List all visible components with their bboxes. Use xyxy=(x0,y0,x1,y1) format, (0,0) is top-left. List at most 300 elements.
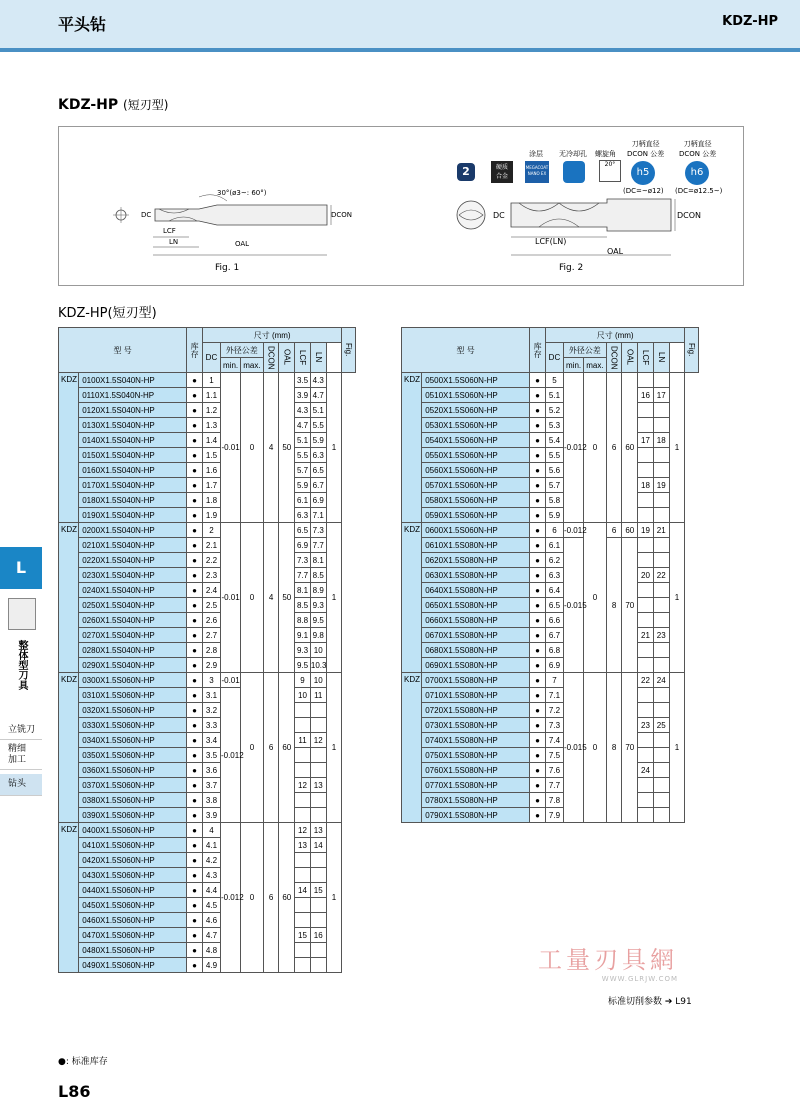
lcf-cell xyxy=(638,658,654,673)
stock-cell: ● xyxy=(187,748,203,763)
table-row xyxy=(59,763,356,778)
h6-note: (DC=ø12.5~) xyxy=(675,187,723,195)
ln-cell: 14 xyxy=(310,838,326,853)
table-row xyxy=(59,658,356,673)
ln-cell: 13 xyxy=(310,823,326,838)
lcf-cell: 6.3 xyxy=(295,508,311,523)
dc-cell: 3.1 xyxy=(202,688,220,703)
dcon-cell: 6 xyxy=(606,523,622,538)
oal-cell: 50 xyxy=(279,373,295,523)
header-oal: OAL xyxy=(622,343,638,373)
table-row xyxy=(402,583,699,598)
ln-cell: 13 xyxy=(310,778,326,793)
cutting-reference-link[interactable]: 标准切削参数 ➔ L91 xyxy=(608,997,692,1007)
ln-cell xyxy=(310,703,326,718)
stock-cell: ● xyxy=(187,688,203,703)
table-row xyxy=(402,403,699,418)
ln-cell xyxy=(653,703,669,718)
dc-cell: 2.4 xyxy=(202,583,220,598)
ln-cell xyxy=(653,403,669,418)
dc-cell: 1.1 xyxy=(202,388,220,403)
table-row xyxy=(59,928,356,943)
lcf-cell xyxy=(295,703,311,718)
stock-cell: ● xyxy=(187,403,203,418)
stock-cell: ● xyxy=(530,778,546,793)
stock-cell: ● xyxy=(187,478,203,493)
table-row xyxy=(59,583,356,598)
model-cell: 0340X1.5S060N-HP xyxy=(79,733,187,748)
model-cell: 0720X1.5S080N-HP xyxy=(422,703,530,718)
table-row xyxy=(59,538,356,553)
fig-cell: 1 xyxy=(326,673,342,823)
table-row xyxy=(59,958,356,973)
fig2-lcf: LCF(LN) xyxy=(535,237,567,246)
ln-cell xyxy=(653,733,669,748)
model-cell: 0690X1.5S080N-HP xyxy=(422,658,530,673)
dc-cell: 6.2 xyxy=(545,553,563,568)
subhead-main: KDZ-HP xyxy=(58,97,119,113)
table-row xyxy=(59,703,356,718)
ln-cell: 10.3 xyxy=(310,658,326,673)
table-row xyxy=(402,793,699,808)
stock-cell: ● xyxy=(530,388,546,403)
header-dcon: DCON xyxy=(263,343,279,373)
header-min: min. xyxy=(220,358,240,373)
model-cell: 0740X1.5S080N-HP xyxy=(422,733,530,748)
model-cell: 0440X1.5S060N-HP xyxy=(79,883,187,898)
sidebar-item-drill[interactable]: 钻头 xyxy=(0,774,42,796)
table-row xyxy=(59,673,356,688)
stock-cell: ● xyxy=(187,523,203,538)
helix-label: 螺旋角 xyxy=(595,150,616,158)
stock-cell: ● xyxy=(530,508,546,523)
dc-cell: 1.3 xyxy=(202,418,220,433)
table-row xyxy=(402,463,699,478)
header-oal: OAL xyxy=(279,343,295,373)
table-row xyxy=(402,418,699,433)
model-cell: 0730X1.5S080N-HP xyxy=(422,718,530,733)
model-cell: 0790X1.5S080N-HP xyxy=(422,808,530,823)
header-ln: LN xyxy=(310,343,326,373)
stock-cell: ● xyxy=(187,568,203,583)
dc-cell: 3.6 xyxy=(202,763,220,778)
solid-tool-icon xyxy=(8,598,36,630)
lcf-cell: 11 xyxy=(295,733,311,748)
dc-cell: 2.2 xyxy=(202,553,220,568)
lcf-cell xyxy=(638,448,654,463)
model-cell: 0550X1.5S060N-HP xyxy=(422,448,530,463)
ln-cell: 9.3 xyxy=(310,598,326,613)
coolant-icon xyxy=(563,161,585,183)
ln-cell xyxy=(310,763,326,778)
lcf-cell xyxy=(295,808,311,823)
table-row xyxy=(59,643,356,658)
header-fig: Fig. xyxy=(685,328,699,373)
table-row xyxy=(59,568,356,583)
ln-cell xyxy=(653,613,669,628)
ln-cell: 10 xyxy=(310,643,326,658)
ln-cell: 15 xyxy=(310,883,326,898)
stock-cell: ● xyxy=(187,763,203,778)
stock-cell: ● xyxy=(187,598,203,613)
sidebar-item-finishing[interactable]: 精细 加工 xyxy=(0,744,42,770)
model-cell: 0710X1.5S080N-HP xyxy=(422,688,530,703)
fig1-dcon: DCON xyxy=(331,211,353,219)
stock-cell: ● xyxy=(187,418,203,433)
stock-cell: ● xyxy=(530,568,546,583)
stock-cell: ● xyxy=(530,463,546,478)
header-model: 型 号 xyxy=(59,328,187,373)
page-header xyxy=(0,0,800,48)
table-row xyxy=(402,433,699,448)
helix-icon: 20° xyxy=(599,160,621,182)
model-cell: 0430X1.5S060N-HP xyxy=(79,868,187,883)
model-cell: 0770X1.5S080N-HP xyxy=(422,778,530,793)
dc-cell: 3.2 xyxy=(202,703,220,718)
lcf-cell xyxy=(295,763,311,778)
lcf-cell: 21 xyxy=(638,628,654,643)
coating-label: 涂层 xyxy=(529,150,543,158)
stock-cell: ● xyxy=(530,373,546,388)
ln-cell: 7.7 xyxy=(310,538,326,553)
model-cell: 0530X1.5S060N-HP xyxy=(422,418,530,433)
spec-table-right xyxy=(401,327,699,823)
model-cell: 0210X1.5S040N-HP xyxy=(79,538,187,553)
dc-cell: 6.3 xyxy=(545,568,563,583)
lcf-cell: 12 xyxy=(295,823,311,838)
header-model: 型 号 xyxy=(402,328,530,373)
page-number: L86 xyxy=(58,1082,91,1101)
flute-count-icon: 2 xyxy=(457,163,475,181)
lcf-cell: 9 xyxy=(295,673,311,688)
dc-cell: 2.8 xyxy=(202,643,220,658)
dc-cell: 6.6 xyxy=(545,613,563,628)
stock-cell: ● xyxy=(187,823,203,838)
model-cell: 0750X1.5S080N-HP xyxy=(422,748,530,763)
model-cell: 0580X1.5S060N-HP xyxy=(422,493,530,508)
header-lcf: LCF xyxy=(638,343,654,373)
model-cell: 0400X1.5S060N-HP xyxy=(79,823,187,838)
dcon-cell: 6 xyxy=(263,673,279,823)
stock-cell: ● xyxy=(530,583,546,598)
stock-cell: ● xyxy=(187,898,203,913)
section-letter: L xyxy=(0,547,42,589)
dcon-cell: 6 xyxy=(263,823,279,973)
sidebar-item-endmill[interactable]: 立铣刀 xyxy=(0,722,42,740)
table-row xyxy=(59,868,356,883)
model-cell: 0570X1.5S060N-HP xyxy=(422,478,530,493)
dc-cell: 1.5 xyxy=(202,448,220,463)
dc-cell: 3.4 xyxy=(202,733,220,748)
table-row xyxy=(59,853,356,868)
ln-cell: 8.1 xyxy=(310,553,326,568)
table-row xyxy=(402,478,699,493)
lcf-cell: 14 xyxy=(295,883,311,898)
lcf-cell: 3.5 xyxy=(295,373,311,388)
table-row xyxy=(402,763,699,778)
dc-cell: 3.9 xyxy=(202,808,220,823)
lcf-cell: 22 xyxy=(638,673,654,688)
series-cell: KDZ xyxy=(59,823,79,973)
header-dc: DC xyxy=(202,343,220,373)
table-row xyxy=(59,373,356,388)
ln-cell: 5.9 xyxy=(310,433,326,448)
model-cell: 0470X1.5S060N-HP xyxy=(79,928,187,943)
table-row xyxy=(59,913,356,928)
model-cell: 0140X1.5S040N-HP xyxy=(79,433,187,448)
dc-cell: 4.6 xyxy=(202,913,220,928)
dc-cell: 6.7 xyxy=(545,628,563,643)
dc-cell: 6.8 xyxy=(545,643,563,658)
lcf-cell: 8.5 xyxy=(295,598,311,613)
stock-cell: ● xyxy=(187,853,203,868)
lcf-cell xyxy=(295,793,311,808)
ln-cell xyxy=(653,748,669,763)
stock-cell: ● xyxy=(187,883,203,898)
dc-cell: 5.8 xyxy=(545,493,563,508)
header-stock: 库存 xyxy=(530,328,546,373)
stock-cell: ● xyxy=(187,913,203,928)
lcf-cell xyxy=(638,778,654,793)
lcf-cell xyxy=(638,688,654,703)
coolant-label: 无冷却孔 xyxy=(559,150,587,158)
dc-cell: 4.5 xyxy=(202,898,220,913)
model-cell: 0220X1.5S040N-HP xyxy=(79,553,187,568)
dc-cell: 1 xyxy=(202,373,220,388)
lcf-cell xyxy=(295,958,311,973)
dc-cell: 3.3 xyxy=(202,718,220,733)
table-row xyxy=(59,403,356,418)
max-cell: 0 xyxy=(241,823,263,973)
lcf-cell xyxy=(295,748,311,763)
table-row xyxy=(402,493,699,508)
header-ln: LN xyxy=(653,343,669,373)
stock-cell: ● xyxy=(530,763,546,778)
table-row xyxy=(402,673,699,688)
stock-cell: ● xyxy=(530,478,546,493)
lcf-cell: 5.9 xyxy=(295,478,311,493)
material-icon: 硬质 合金 xyxy=(491,161,513,183)
max-cell: 0 xyxy=(584,673,606,823)
lcf-cell xyxy=(638,493,654,508)
watermark-text: 工量刃具網 xyxy=(538,946,678,974)
stock-cell: ● xyxy=(187,703,203,718)
model-cell: 0230X1.5S040N-HP xyxy=(79,568,187,583)
dc-cell: 3 xyxy=(202,673,220,688)
model-cell: 0630X1.5S080N-HP xyxy=(422,568,530,583)
stock-cell: ● xyxy=(187,508,203,523)
stock-cell: ● xyxy=(530,703,546,718)
model-cell: 0640X1.5S080N-HP xyxy=(422,583,530,598)
fig1-drawing xyxy=(113,195,331,255)
table-row xyxy=(402,688,699,703)
ln-cell: 8.9 xyxy=(310,583,326,598)
model-cell: 0500X1.5S060N-HP xyxy=(422,373,530,388)
table-row xyxy=(59,523,356,538)
dc-cell: 6.4 xyxy=(545,583,563,598)
header-dcon: DCON xyxy=(606,343,622,373)
min-cell: -0.01 xyxy=(220,673,240,688)
lcf-cell xyxy=(638,508,654,523)
model-cell: 0180X1.5S040N-HP xyxy=(79,493,187,508)
stock-cell: ● xyxy=(187,958,203,973)
table-row xyxy=(402,388,699,403)
model-cell: 0390X1.5S060N-HP xyxy=(79,808,187,823)
table-row xyxy=(402,703,699,718)
dcon-cell: 8 xyxy=(606,538,622,673)
dc-cell: 5.7 xyxy=(545,478,563,493)
ln-cell xyxy=(310,943,326,958)
stock-cell: ● xyxy=(187,808,203,823)
table-row xyxy=(402,553,699,568)
table-row xyxy=(402,808,699,823)
ln-cell: 17 xyxy=(653,388,669,403)
model-cell: 0350X1.5S060N-HP xyxy=(79,748,187,763)
lcf-cell: 9.1 xyxy=(295,628,311,643)
lcf-cell: 7.3 xyxy=(295,553,311,568)
stock-cell: ● xyxy=(530,553,546,568)
fig-cell: 1 xyxy=(326,823,342,973)
dc-cell: 7.3 xyxy=(545,718,563,733)
model-cell: 0480X1.5S060N-HP xyxy=(79,943,187,958)
model-cell: 0670X1.5S080N-HP xyxy=(422,628,530,643)
table-row xyxy=(402,778,699,793)
dc-cell: 5.1 xyxy=(545,388,563,403)
page-title: 平头钻 xyxy=(58,15,107,34)
lcf-cell: 4.7 xyxy=(295,418,311,433)
stock-cell: ● xyxy=(187,778,203,793)
ln-cell xyxy=(653,763,669,778)
stock-cell: ● xyxy=(187,373,203,388)
model-cell: 0410X1.5S060N-HP xyxy=(79,838,187,853)
dc-cell: 4 xyxy=(202,823,220,838)
ln-cell: 24 xyxy=(653,673,669,688)
fig2-caption: Fig. 2 xyxy=(559,263,584,273)
lcf-cell xyxy=(638,373,654,388)
ln-cell: 23 xyxy=(653,628,669,643)
fig1-dc: DC xyxy=(141,211,152,219)
model-cell: 0780X1.5S080N-HP xyxy=(422,793,530,808)
dc-cell: 4.3 xyxy=(202,868,220,883)
subhead-sub: (短刃型) xyxy=(123,98,169,112)
oal-cell: 70 xyxy=(622,673,638,823)
ln-cell: 9.5 xyxy=(310,613,326,628)
model-cell: 0700X1.5S080N-HP xyxy=(422,673,530,688)
stock-cell: ● xyxy=(530,748,546,763)
stock-cell: ● xyxy=(187,388,203,403)
ln-cell xyxy=(310,913,326,928)
model-cell: 0540X1.5S060N-HP xyxy=(422,433,530,448)
table-row xyxy=(402,538,699,553)
dc-cell: 5.3 xyxy=(545,418,563,433)
max-cell: 0 xyxy=(241,673,263,823)
dc-cell: 1.2 xyxy=(202,403,220,418)
stock-cell: ● xyxy=(187,658,203,673)
stock-cell: ● xyxy=(530,628,546,643)
table-row xyxy=(402,373,699,388)
table-row xyxy=(402,568,699,583)
dc-cell: 5.2 xyxy=(545,403,563,418)
ln-cell xyxy=(653,508,669,523)
model-cell: 0680X1.5S080N-HP xyxy=(422,643,530,658)
model-cell: 0360X1.5S060N-HP xyxy=(79,763,187,778)
header-stock: 库存 xyxy=(187,328,203,373)
model-cell: 0120X1.5S040N-HP xyxy=(79,403,187,418)
ln-cell: 12 xyxy=(310,733,326,748)
h5-badge: h5 xyxy=(631,161,655,185)
ln-cell xyxy=(653,418,669,433)
table-row xyxy=(402,628,699,643)
lcf-cell: 8.8 xyxy=(295,613,311,628)
dc-cell: 2.5 xyxy=(202,598,220,613)
dc-cell: 4.4 xyxy=(202,883,220,898)
h6-badge: h6 xyxy=(685,161,709,185)
max-cell: 0 xyxy=(584,523,606,673)
lcf-cell xyxy=(638,643,654,658)
stock-cell: ● xyxy=(187,643,203,658)
table-row xyxy=(59,418,356,433)
ln-cell: 22 xyxy=(653,568,669,583)
model-cell: 0590X1.5S060N-HP xyxy=(422,508,530,523)
dc-cell: 5.9 xyxy=(545,508,563,523)
header-dims: 尺寸 (mm) xyxy=(202,328,341,343)
lcf-cell: 9.5 xyxy=(295,658,311,673)
dc-cell: 5.5 xyxy=(545,448,563,463)
lcf-cell xyxy=(295,943,311,958)
ln-cell xyxy=(310,853,326,868)
stock-cell: ● xyxy=(187,613,203,628)
table-row xyxy=(402,523,699,538)
table-row xyxy=(59,778,356,793)
lcf-cell: 7.7 xyxy=(295,568,311,583)
stock-cell: ● xyxy=(187,943,203,958)
ln-cell xyxy=(310,748,326,763)
dcon-cell: 8 xyxy=(606,673,622,823)
header-min: min. xyxy=(563,358,583,373)
model-cell: 0290X1.5S040N-HP xyxy=(79,658,187,673)
h6-label: 刀柄直径 DCON 公差 xyxy=(679,140,717,158)
lcf-cell: 18 xyxy=(638,478,654,493)
model-cell: 0330X1.5S060N-HP xyxy=(79,718,187,733)
table-row xyxy=(59,733,356,748)
table-row xyxy=(402,718,699,733)
oal-cell: 60 xyxy=(279,823,295,973)
model-cell: 0110X1.5S040N-HP xyxy=(79,388,187,403)
dc-cell: 6.1 xyxy=(545,538,563,553)
min-cell: -0.01 xyxy=(220,523,240,673)
ln-cell: 18 xyxy=(653,433,669,448)
stock-cell: ● xyxy=(187,553,203,568)
lcf-cell: 6.1 xyxy=(295,493,311,508)
model-cell: 0510X1.5S060N-HP xyxy=(422,388,530,403)
stock-cell: ● xyxy=(187,493,203,508)
stock-footnote: ●: 标准库存 xyxy=(58,1057,108,1067)
fig-cell: 1 xyxy=(669,673,685,823)
dc-cell: 3.7 xyxy=(202,778,220,793)
lcf-cell: 19 xyxy=(638,523,654,538)
model-cell: 0520X1.5S060N-HP xyxy=(422,403,530,418)
fig1-ln: LN xyxy=(169,238,179,246)
stock-cell: ● xyxy=(187,583,203,598)
lcf-cell xyxy=(638,703,654,718)
ln-cell: 7.1 xyxy=(310,508,326,523)
min-cell: -0.015 xyxy=(563,538,583,673)
dc-cell: 2.6 xyxy=(202,613,220,628)
header-dc: DC xyxy=(545,343,563,373)
ln-cell xyxy=(653,583,669,598)
ln-cell xyxy=(653,658,669,673)
model-cell: 0260X1.5S040N-HP xyxy=(79,613,187,628)
